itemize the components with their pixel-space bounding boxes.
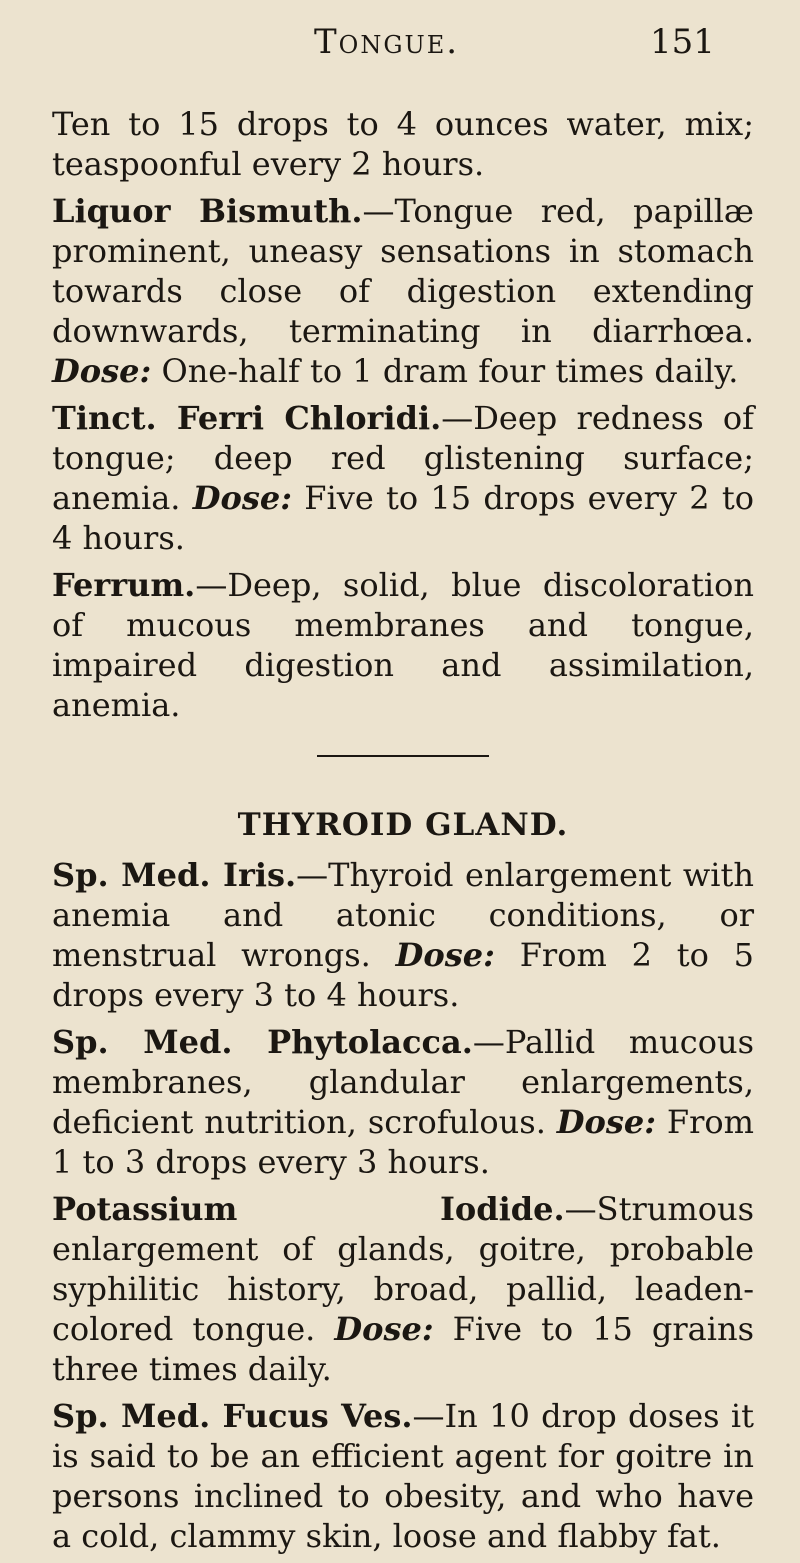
remedy-name: Liquor Bismuth. [52, 192, 363, 230]
dose-label: Dose: [334, 1310, 434, 1348]
paragraph-text: —Deep, solid, blue discoloration of mucous membranes and tongue, impaired digestion and assimilation, anemia. [52, 566, 754, 724]
remedy-name: Sp. Med. Fucus Ves. [52, 1397, 413, 1435]
running-title: Tongue. [314, 22, 460, 62]
paragraph-fucus [52, 1396, 754, 1556]
section-heading: THYROID GLAND. [237, 807, 569, 843]
paragraph-potassium-iodide [52, 1189, 754, 1389]
paragraph-phytolacca [52, 1022, 754, 1182]
remedy-name: Ferrum. [52, 566, 196, 604]
remedy-name: Sp. Med. Iris. [52, 856, 297, 894]
body-text [52, 104, 754, 1563]
paragraph-liquor-bismuth [52, 191, 754, 391]
paragraph-text: —In 10 drop doses it is said to be an efficient agent for goitre in persons inclined to obesity, and who have a cold, clammy skin, loose and flabby fat. [52, 1397, 755, 1555]
remedy-name: Tinct. Ferri Chloridi. [52, 399, 442, 437]
paragraph-ferrum [52, 565, 754, 725]
paragraph-text: —Tongue red, papillæ prominent, uneasy sensations in stomach towards close of digestion extending downwards, terminating in diarrhœa. [52, 192, 755, 350]
dose-label: Dose: [192, 479, 293, 517]
dose-label: Dose: [556, 1103, 657, 1141]
section-divider [317, 755, 489, 757]
dose-text: Five to 15 drops every 2 to 4 hours. [52, 479, 755, 557]
dose-text: From 2 to 5 drops every 3 to 4 hours. [52, 936, 755, 1014]
paragraph-text: —Deep redness of tongue; deep red glistening surface; anemia. [52, 399, 754, 517]
paragraph-text: —Thyroid enlargement with anemia and atonic conditions, or menstrual wrongs. [52, 856, 755, 974]
remedy-name: Sp. Med. Phytolacca. [52, 1023, 473, 1061]
dose-text: Five to 15 grains three times daily. [52, 1310, 755, 1388]
dose-label: Dose: [52, 352, 152, 390]
dose-label: Dose: [395, 936, 495, 974]
paragraph-tinct-ferri [52, 398, 754, 558]
paragraph-iris [52, 855, 754, 1015]
paragraph-dosage-continuation [52, 104, 754, 184]
page-header [0, 22, 800, 66]
paragraph-text: —Strumous enlargement of glands, goitre, probable syphilitic history, broad, pallid, leaden-colored tongue. [52, 1190, 754, 1348]
dose-text: From 1 to 3 drops every 3 hours. [52, 1103, 755, 1181]
remedy-name: Potassium Iodide. [52, 1190, 565, 1228]
paragraph-text: Ten to 15 drops to 4 ounces water, mix; teaspoonful every 2 hours. [52, 105, 754, 183]
dose-text: One-half to 1 dram four times daily. [161, 352, 739, 390]
page-number: 151 [650, 22, 715, 62]
paragraph-text: —Pallid mucous membranes, glandular enlargements, deficient nutrition, scrofulous. [52, 1023, 754, 1141]
